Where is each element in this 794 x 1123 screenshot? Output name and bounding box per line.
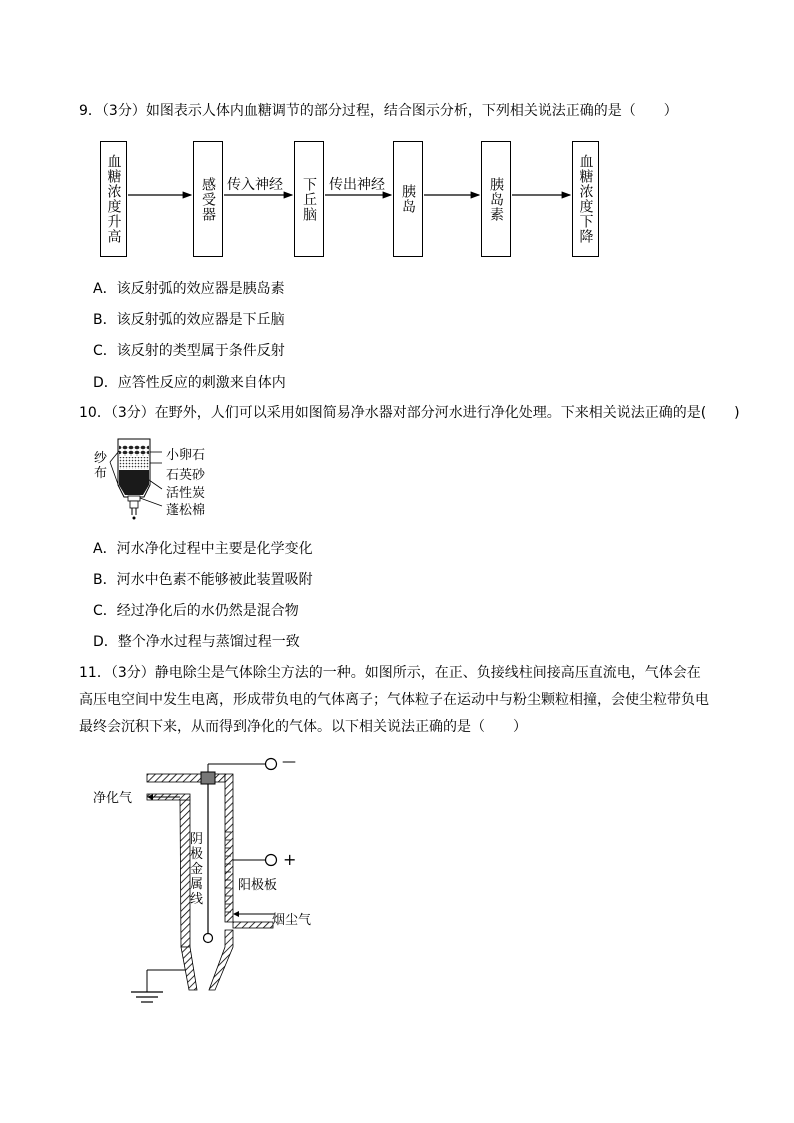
q10-option-a: A．河水净化过程中主要是化学变化 — [93, 541, 313, 557]
q9-option-a: A．该反射弧的效应器是胰岛素 — [93, 281, 285, 297]
q9-option-d: D．应答性反应的刺激来自体内 — [93, 375, 286, 391]
flow-box-label: 血糖浓度下降 — [577, 154, 594, 244]
label-cotton: 蓬松棉 — [166, 503, 206, 518]
label-negative-terminal: — — [282, 754, 296, 770]
arrow-label-afferent: 传入神经 — [227, 177, 283, 193]
label-smoke-gas: 烟尘气 — [272, 913, 312, 928]
flow-box-label: 感受器 — [200, 176, 216, 222]
flow-arrows — [0, 0, 794, 300]
label-cloth: 纱布 — [94, 451, 108, 481]
label-activated-carbon: 活性炭 — [166, 486, 206, 501]
q10-option-b: B．河水中色素不能够被此装置吸附 — [93, 572, 313, 588]
label-clean-gas: 净化气 — [93, 791, 133, 806]
q9-option-c: C．该反射的类型属于条件反射 — [93, 343, 285, 359]
flow-box-label: 血糖浓度升高 — [105, 154, 122, 244]
flow-box-label: 胰岛素 — [488, 176, 504, 222]
q10-option-c: C．经过净化后的水仍然是混合物 — [93, 603, 299, 619]
label-pebbles: 小卵石 — [166, 448, 206, 463]
flow-box-label: 胰岛 — [400, 184, 416, 214]
label-anode-plate: 阳极板 — [238, 878, 278, 893]
q10-option-d: D．整个净水过程与蒸馏过程一致 — [93, 634, 300, 650]
flow-box-label: 下丘脑 — [301, 176, 317, 222]
q9-option-b: B．该反射弧的效应器是下丘脑 — [93, 312, 285, 328]
q10-stem: 10．（3分）在野外，人们可以采用如图简易净水器对部分河水进行净化处理。下来相关说法正确的是( ) — [79, 405, 740, 421]
label-positive-terminal: + — [283, 850, 297, 869]
arrow-label-efferent: 传出神经 — [329, 177, 385, 193]
label-quartz-sand: 石英砂 — [166, 468, 206, 483]
q11-stem: 11．（3分）静电除尘是气体除尘方法的一种。如图所示，在正、负接线柱间接高压直流电，气体会在高压电空间中发生电离，形成带负电的气体离子；气体粒子在运动中与粉尘颗粒相撞，会使尘粒带负电最终会沉积下来，从而得到净化的气体。以下相关说法正确的是（ ） — [79, 665, 709, 735]
label-cathode-wire: 阴极金属线 — [190, 832, 204, 907]
q9-stem: 9．（3分）如图表示人体内血糖调节的部分过程，结合图示分析，下列相关说法正确的是（ ） — [79, 103, 678, 119]
